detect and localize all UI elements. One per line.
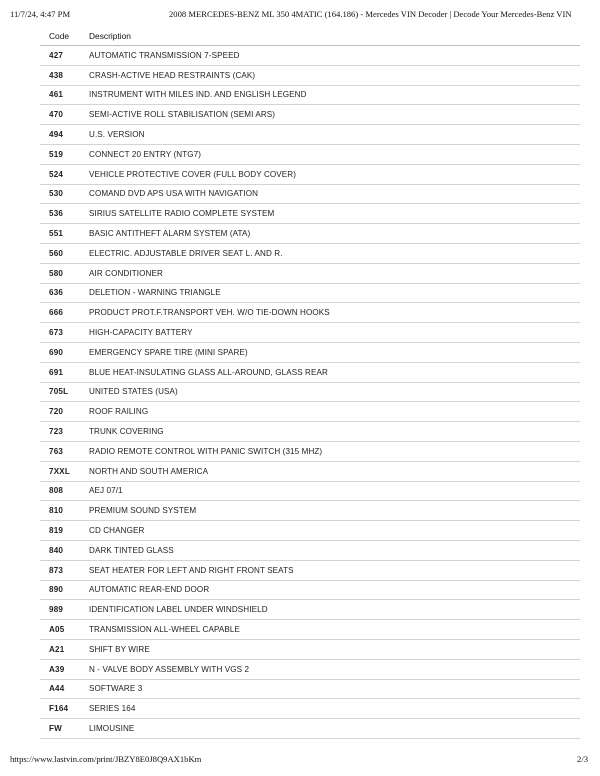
table-row	[40, 65, 580, 85]
option-code: 580	[40, 263, 80, 283]
option-description: SIRIUS SATELLITE RADIO COMPLETE SYSTEM	[80, 204, 580, 224]
table-row	[40, 303, 580, 323]
table-row	[40, 699, 580, 719]
table-row	[40, 224, 580, 244]
table-row	[40, 481, 580, 501]
table-row	[40, 580, 580, 600]
option-code: 763	[40, 441, 80, 461]
print-footer	[10, 754, 588, 768]
column-header-description: Description	[80, 27, 580, 46]
table-row	[40, 540, 580, 560]
option-code: A39	[40, 659, 80, 679]
option-description: U.S. VERSION	[80, 125, 580, 145]
table-row	[40, 441, 580, 461]
option-code: 551	[40, 224, 80, 244]
table-row	[40, 46, 580, 66]
option-description: ROOF RAILING	[80, 402, 580, 422]
table-body	[40, 46, 580, 739]
page-number: 2/3	[577, 754, 588, 764]
option-code: 691	[40, 362, 80, 382]
table-row	[40, 105, 580, 125]
option-code: 530	[40, 184, 80, 204]
option-description: UNITED STATES (USA)	[80, 382, 580, 402]
table-row	[40, 402, 580, 422]
option-description: NORTH AND SOUTH AMERICA	[80, 461, 580, 481]
table-row	[40, 521, 580, 541]
option-code: 666	[40, 303, 80, 323]
option-description: AUTOMATIC REAR-END DOOR	[80, 580, 580, 600]
option-code: 808	[40, 481, 80, 501]
option-description: COMAND DVD APS USA WITH NAVIGATION	[80, 184, 580, 204]
table-row	[40, 719, 580, 739]
option-description: LIMOUSINE	[80, 719, 580, 739]
option-code: 636	[40, 283, 80, 303]
option-code: 810	[40, 501, 80, 521]
option-description: EMERGENCY SPARE TIRE (MINI SPARE)	[80, 342, 580, 362]
table-row	[40, 461, 580, 481]
option-description: DELETION - WARNING TRIANGLE	[80, 283, 580, 303]
page-title: 2008 MERCEDES-BENZ ML 350 4MATIC (164.186) - Mercedes VIN Decoder | Decode Your Mercedes-Benz VIN	[169, 9, 572, 19]
option-description: SEAT HEATER FOR LEFT AND RIGHT FRONT SEATS	[80, 560, 580, 580]
table-row	[40, 323, 580, 343]
option-description: TRUNK COVERING	[80, 422, 580, 442]
option-code: A21	[40, 639, 80, 659]
option-description: IDENTIFICATION LABEL UNDER WINDSHIELD	[80, 600, 580, 620]
option-code: 989	[40, 600, 80, 620]
option-code: 723	[40, 422, 80, 442]
table-row	[40, 501, 580, 521]
table-row	[40, 342, 580, 362]
option-description: SERIES 164	[80, 699, 580, 719]
table-row	[40, 125, 580, 145]
table-row	[40, 204, 580, 224]
page-url: https://www.lastvin.com/print/JBZY8E0J8Q9AX1bKm	[10, 754, 202, 764]
table-row	[40, 144, 580, 164]
table-row	[40, 659, 580, 679]
option-code: 470	[40, 105, 80, 125]
option-code: 7XXL	[40, 461, 80, 481]
option-description: AEJ 07/1	[80, 481, 580, 501]
option-description: VEHICLE PROTECTIVE COVER (FULL BODY COVER)	[80, 164, 580, 184]
option-description: N - VALVE BODY ASSEMBLY WITH VGS 2	[80, 659, 580, 679]
option-description: AIR CONDITIONER	[80, 263, 580, 283]
option-description: SOFTWARE 3	[80, 679, 580, 699]
option-code: 873	[40, 560, 80, 580]
option-code: 705L	[40, 382, 80, 402]
table-row	[40, 85, 580, 105]
table-row	[40, 560, 580, 580]
print-header	[10, 9, 588, 23]
option-code: A05	[40, 620, 80, 640]
table-row	[40, 243, 580, 263]
option-code: 673	[40, 323, 80, 343]
option-description: CRASH-ACTIVE HEAD RESTRAINTS (CAK)	[80, 65, 580, 85]
option-code: 524	[40, 164, 80, 184]
table-row	[40, 263, 580, 283]
option-code: 690	[40, 342, 80, 362]
option-description: SHIFT BY WIRE	[80, 639, 580, 659]
option-code: 560	[40, 243, 80, 263]
table-row	[40, 620, 580, 640]
table-row	[40, 600, 580, 620]
option-description: INSTRUMENT WITH MILES IND. AND ENGLISH LEGEND	[80, 85, 580, 105]
option-code: 890	[40, 580, 80, 600]
option-code: F164	[40, 699, 80, 719]
option-code: FW	[40, 719, 80, 739]
option-description: PRODUCT PROT.F.TRANSPORT VEH. W/O TIE-DOWN HOOKS	[80, 303, 580, 323]
option-description: CONNECT 20 ENTRY (NTG7)	[80, 144, 580, 164]
option-code: 461	[40, 85, 80, 105]
table-row	[40, 679, 580, 699]
option-description: CD CHANGER	[80, 521, 580, 541]
option-description: ELECTRIC. ADJUSTABLE DRIVER SEAT L. AND R.	[80, 243, 580, 263]
table-row	[40, 362, 580, 382]
option-code: 840	[40, 540, 80, 560]
option-code: A44	[40, 679, 80, 699]
option-description: DARK TINTED GLASS	[80, 540, 580, 560]
print-datetime: 11/7/24, 4:47 PM	[10, 9, 71, 19]
table-row	[40, 639, 580, 659]
table-row	[40, 184, 580, 204]
option-code: 519	[40, 144, 80, 164]
option-description: PREMIUM SOUND SYSTEM	[80, 501, 580, 521]
option-code: 819	[40, 521, 80, 541]
table-header-row	[40, 27, 580, 46]
table-row	[40, 382, 580, 402]
table-row	[40, 422, 580, 442]
option-code: 494	[40, 125, 80, 145]
option-code: 427	[40, 46, 80, 66]
option-description: BASIC ANTITHEFT ALARM SYSTEM (ATA)	[80, 224, 580, 244]
option-description: RADIO REMOTE CONTROL WITH PANIC SWITCH (315 MHZ)	[80, 441, 580, 461]
table-row	[40, 283, 580, 303]
option-description: BLUE HEAT-INSULATING GLASS ALL-AROUND, GLASS REAR	[80, 362, 580, 382]
option-codes-table	[40, 27, 580, 739]
option-description: HIGH-CAPACITY BATTERY	[80, 323, 580, 343]
option-code: 720	[40, 402, 80, 422]
option-code: 438	[40, 65, 80, 85]
option-description: TRANSMISSION ALL-WHEEL CAPABLE	[80, 620, 580, 640]
table-row	[40, 164, 580, 184]
option-description: AUTOMATIC TRANSMISSION 7-SPEED	[80, 46, 580, 66]
column-header-code: Code	[40, 27, 80, 46]
option-code: 536	[40, 204, 80, 224]
option-description: SEMI-ACTIVE ROLL STABILISATION (SEMI ARS)	[80, 105, 580, 125]
